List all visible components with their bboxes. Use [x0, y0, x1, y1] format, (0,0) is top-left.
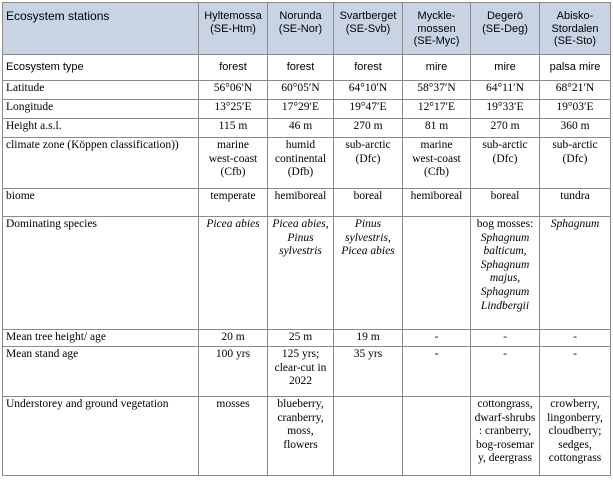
station-mycklemossen: Myckle- mossen (SE-Myc): [403, 3, 471, 55]
table-cell: 60°05′N: [268, 81, 334, 100]
row-longitude: [3, 100, 611, 119]
table-cell: 115 m: [199, 119, 268, 138]
table-cell: mosses: [199, 397, 268, 476]
table-cell: 100 yrs: [199, 347, 268, 397]
table-cell: humid continental (Dfb): [268, 138, 334, 189]
table-cell: 19°03′E: [540, 100, 611, 119]
table-cell: 270 m: [334, 119, 403, 138]
row-height: [3, 119, 611, 138]
table-cell: 68°21′N: [540, 81, 611, 100]
row-label: Understorey and ground vegetation: [3, 397, 199, 476]
station-degero: Degerö (SE-Deg): [471, 3, 540, 55]
table-cell: -: [540, 330, 611, 347]
table-cell: 19°33′E: [471, 100, 540, 119]
table-cell: sub-arctic (Dfc): [471, 138, 540, 189]
table-cell: 56°06′N: [199, 81, 268, 100]
table-cell: 12°17′E: [403, 100, 471, 119]
row-label: Mean tree height/ age: [3, 330, 199, 347]
table-cell: tundra: [540, 189, 611, 217]
table-cell: 25 m: [268, 330, 334, 347]
table-cell: 20 m: [199, 330, 268, 347]
table-cell: cottongrass, dwarf-shrubs : cranberry, bog-rosemar y, deergrass: [471, 397, 540, 476]
table-cell: 270 m: [471, 119, 540, 138]
station-hyltemossa: Hyltemossa (SE-Htm): [199, 3, 268, 55]
station-abisko-stordalen: Abisko- Stordalen (SE-Sto): [540, 3, 611, 55]
table-cell: hemiboreal: [403, 189, 471, 217]
row-mean-stand-age: [3, 347, 611, 397]
table-cell: 13°25′E: [199, 100, 268, 119]
table-cell: marine west-coast (Cfb): [199, 138, 268, 189]
table-cell: 46 m: [268, 119, 334, 138]
table-cell: boreal: [471, 189, 540, 217]
table-cell: 58°37′N: [403, 81, 471, 100]
row-label: climate zone (Köppen classification)): [3, 138, 199, 189]
row-label: Mean stand age: [3, 347, 199, 397]
table-cell: 64°10′N: [334, 81, 403, 100]
row-biome: [3, 189, 611, 217]
row-label: Dominating species: [3, 217, 199, 330]
header-label: Ecosystem stations: [3, 3, 199, 55]
table-cell: 81 m: [403, 119, 471, 138]
row-label: Ecosystem type: [3, 55, 199, 81]
row-climate-zone: [3, 138, 611, 189]
table-cell: palsa mire: [540, 55, 611, 81]
table-cell: 19 m: [334, 330, 403, 347]
table-cell: temperate: [199, 189, 268, 217]
table-cell: 19°47′E: [334, 100, 403, 119]
table-cell: boreal: [334, 189, 403, 217]
table-cell: 64°11′N: [471, 81, 540, 100]
table-cell: -: [540, 347, 611, 397]
table-cell: Sphagnum: [540, 217, 611, 330]
row-label: Height a.s.l.: [3, 119, 199, 138]
table-cell: Picea abies: [199, 217, 268, 330]
table-cell: sub-arctic (Dfc): [334, 138, 403, 189]
row-ecosystem-type: [3, 55, 611, 81]
row-latitude: [3, 81, 611, 100]
table-cell: -: [471, 347, 540, 397]
table-cell: crowberry, lingonberry, cloudberry; sedges, cottongrass: [540, 397, 611, 476]
row-dominating-species: [3, 217, 611, 330]
table-cell: [334, 397, 403, 476]
table-cell: sub-arctic (Dfc): [540, 138, 611, 189]
table-cell: mire: [403, 55, 471, 81]
row-understorey-vegetation: [3, 397, 611, 476]
table-cell: 35 yrs: [334, 347, 403, 397]
table-cell: -: [403, 347, 471, 397]
table-cell: -: [403, 330, 471, 347]
table-cell: forest: [334, 55, 403, 81]
table-cell: Picea abies, Pinus sylvestris: [268, 217, 334, 330]
table-cell: marine west-coast (Cfb): [403, 138, 471, 189]
table-cell: 125 yrs; clear-cut in 2022: [268, 347, 334, 397]
table-cell: forest: [268, 55, 334, 81]
station-norunda: Norunda (SE-Nor): [268, 3, 334, 55]
station-svartberget: Svartberget (SE-Svb): [334, 3, 403, 55]
header-row: [3, 3, 611, 55]
ecosystem-stations-table: [2, 2, 611, 476]
table-cell: -: [471, 330, 540, 347]
table-cell: blueberry, cranberry, moss, flowers: [268, 397, 334, 476]
row-label: Latitude: [3, 81, 199, 100]
table-cell: hemiboreal: [268, 189, 334, 217]
row-label: biome: [3, 189, 199, 217]
row-label: Longitude: [3, 100, 199, 119]
table-cell: 360 m: [540, 119, 611, 138]
table-cell: Pinus sylvestris, Picea abies: [334, 217, 403, 330]
table-cell: 17°29′E: [268, 100, 334, 119]
table-cell: bog mosses: Sphagnum balticum, Sphagnum majus, Sphagnum Lindbergii: [471, 217, 540, 330]
table-cell: [403, 397, 471, 476]
table-cell: [403, 217, 471, 330]
table-cell: mire: [471, 55, 540, 81]
row-mean-tree-height: [3, 330, 611, 347]
table-cell: forest: [199, 55, 268, 81]
